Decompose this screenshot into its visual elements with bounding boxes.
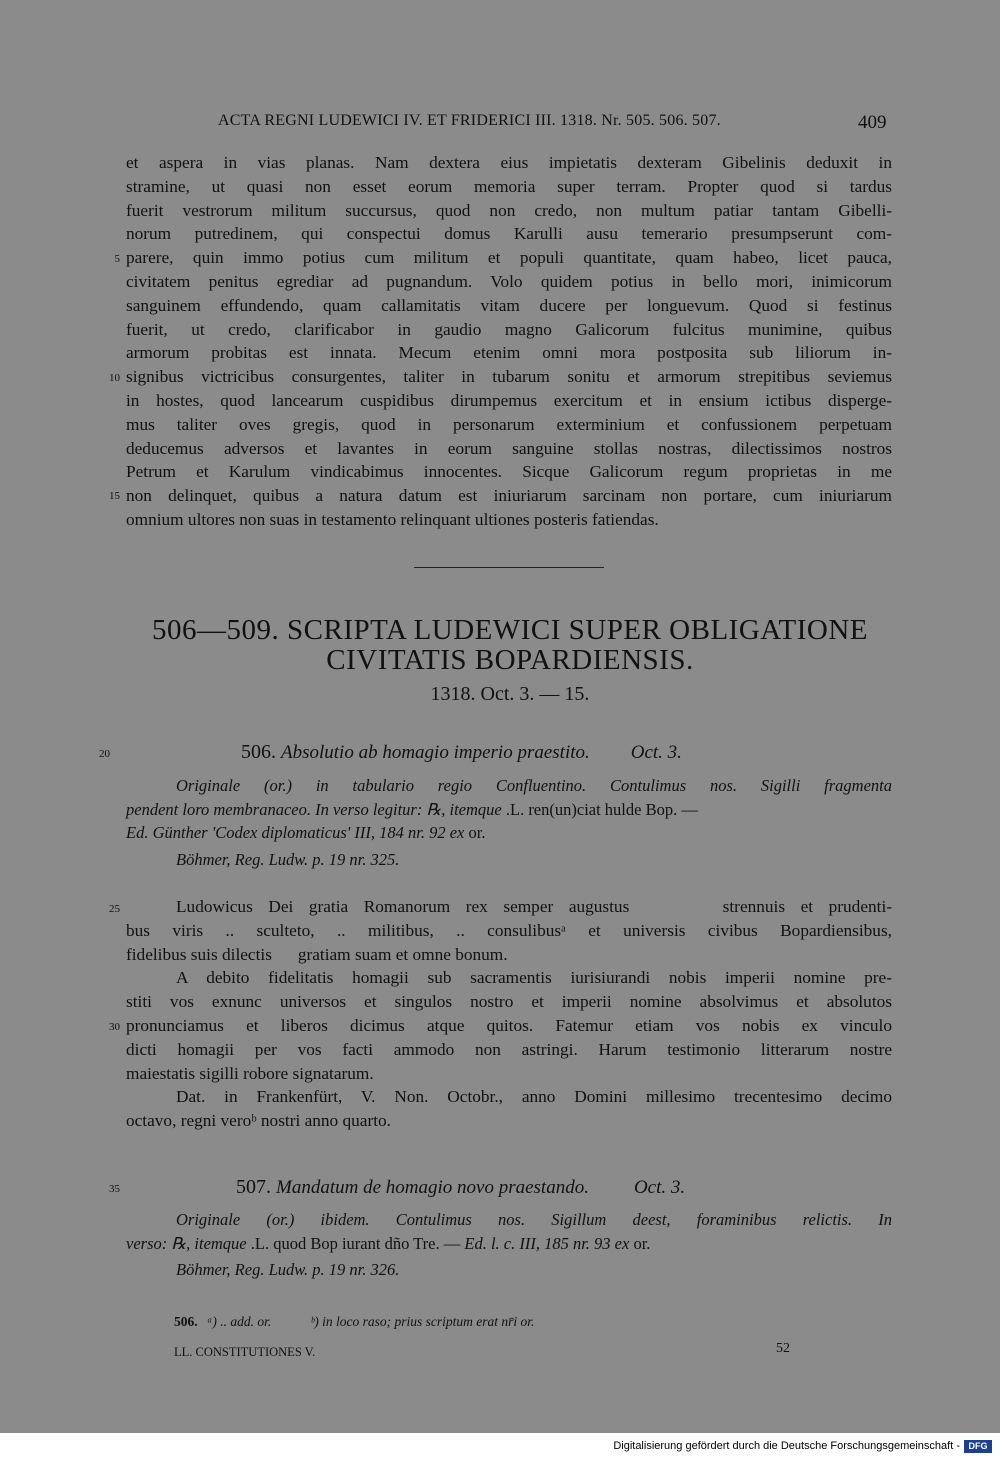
- text-line: civitatem penitus egrediar ad pugnandum. Volo quidem potius in bello mori, inimicorum: [126, 271, 892, 291]
- text-line: signibus victricibus consurgentes, taliter in tubarum sonitu et armorum strepitibus seviemus: [126, 367, 892, 387]
- text-line: norum putredinem, qui conspectui domus Karulli ausu temerario presumpserunt com-: [126, 224, 892, 244]
- document-heading: [241, 741, 682, 764]
- text-line: octavo, regni veroᵇ nostri anno quarto.: [126, 1111, 391, 1131]
- source-note: [126, 1208, 892, 1282]
- text-line: et aspera in vias planas. Nam dextera eius impietatis dexteram Gibelinis deduxit in: [126, 153, 892, 172]
- document-title: Mandatum de homagio novo praestando.: [276, 1177, 589, 1198]
- footnote-b: ᵇ) in loco raso; prius scriptum erat nr̄i or.: [310, 1314, 535, 1329]
- text-line: in hostes, quod lancearum cuspidibus dirumpemus exercitum et in ensium ictibus disperge-: [126, 390, 892, 410]
- footnote-ref: 506.: [174, 1314, 198, 1329]
- line-number: 5: [114, 253, 120, 265]
- document-title: Absolutio ab homagio imperio praestito.: [281, 742, 590, 763]
- section-date: 1318. Oct. 3. — 15.: [430, 683, 590, 705]
- document-date: Oct. 3.: [633, 1177, 686, 1198]
- text-line: armorum probitas est innata. Mecum etenim omni mora postposita sub liliorum in-: [126, 343, 892, 363]
- line-number: 25: [109, 903, 120, 915]
- source-line: Originale (or.) ibidem. Contulimus nos. Sigillum deest, foraminibus relictis. In: [176, 1210, 892, 1229]
- source-line: Ed. Günther 'Codex diplomaticus' III, 184 nr. 92 ex: [126, 823, 465, 842]
- sheet-signature: LL. CONSTITUTIONES V.: [174, 1345, 316, 1359]
- source-line: Ed. l. c. III, 185 nr. 93 ex: [464, 1233, 630, 1253]
- source-line: Originale (or.) in tabulario regio Confluentino. Contulimus nos. Sigilli fragmenta: [176, 776, 892, 795]
- document-number: 507.: [236, 1176, 271, 1198]
- source-line: pendent loro membranaceo. In verso legitur: ℞, itemque: [126, 799, 502, 819]
- line-number: 15: [109, 490, 120, 502]
- text-line: fuerit vestrorum militum succursus, quod non credo, non multum patiar tantam Gibelli-: [126, 200, 892, 220]
- footnote-a: ᵃ) .. add. or.: [207, 1314, 272, 1329]
- text-line: mus taliter oves gregis, quod in personarum exterminium et confussionem perpetuam: [126, 414, 892, 434]
- text-line: dicti homagii per vos facti ammodo non astringi. Harum testimonio litterarum nostre: [126, 1039, 892, 1059]
- source-line: verso: ℞, itemque: [126, 1233, 247, 1253]
- sheet-number: 52: [776, 1341, 790, 1356]
- source-line: .L. quod Bop iurant dño Tre. —: [250, 1233, 461, 1253]
- source-line: or.: [633, 1233, 651, 1253]
- text-line: fidelibus suis dilectis gratiam suam et omne bonum.: [126, 944, 508, 964]
- text-line: parere, quin immo potius cum militum et populi quantitate, quam habeo, licet pauca,: [126, 248, 892, 268]
- text-line: Dat. in Frankenfürt, V. Non. Octobr., anno Domini millesimo trecentesimo decimo: [176, 1087, 892, 1107]
- line-number: 35: [109, 1183, 120, 1195]
- regest: Böhmer, Reg. Ludw. p. 19 nr. 326.: [176, 1260, 400, 1279]
- section-title: CIVITATIS BOPARDIENSIS.: [326, 644, 694, 676]
- text-line: non delinquet, quibus a natura datum est iniuriarum sarcinam non portare, cum iniuriarum: [126, 486, 892, 506]
- page-number: 409: [858, 112, 887, 133]
- source-line: or.: [468, 823, 486, 842]
- text-line: sanguinem effundendo, quam callamitatis vitam ducere per longuevum. Quod si festinus: [126, 295, 892, 315]
- digitization-credit: Digitalisierung gefördert durch die Deutsche Forschungsgemeinschaft -: [613, 1440, 960, 1452]
- line-number: 20: [99, 748, 110, 760]
- text-line: Ludowicus Dei gratia Romanorum rex semper augustus strennuis et prudenti-: [176, 897, 892, 916]
- text-line: A debito fidelitatis homagii sub sacramentis iurisiurandi nobis imperii nomine pre-: [176, 968, 892, 988]
- running-header: ACTA REGNI LUDEWICI IV. ET FRIDERICI III. 1318. Nr. 505. 506. 507.: [218, 112, 721, 129]
- section-title: 506—509. SCRIPTA LUDEWICI SUPER OBLIGATIONE: [152, 614, 868, 646]
- text-line: bus viris .. sculteto, .. militibus, .. consulibusᵃ et universis civibus Bopardiensibus,: [126, 920, 892, 940]
- text-line: omnium ultores non suas in testamento relinquant ultiones posteris fatiendas.: [126, 509, 659, 529]
- text-line: fuerit, ut credo, clarificabor in gaudio magno Galicorum fulcitus munimine, quibus: [126, 319, 892, 339]
- document-number: 506.: [241, 741, 276, 763]
- document-date: Oct. 3.: [630, 742, 682, 763]
- text-line: stiti vos exnunc universos et singulos nostro et imperii nomine absolvimus et absolutos: [126, 992, 892, 1012]
- text-line: Petrum et Karulum vindicabimus innocentes. Sicque Galicorum regum proprietas in me: [126, 462, 892, 482]
- document-heading: [236, 1176, 685, 1199]
- source-note: [126, 774, 892, 871]
- source-line: .L. ren(un)ciat hulde Bop. —: [505, 799, 698, 819]
- line-number: 30: [109, 1021, 120, 1033]
- text-line: stramine, ut quasi non esset eorum memoria super terram. Propter quod si tardus: [126, 176, 892, 196]
- section-divider: [414, 567, 604, 568]
- text-line: pronunciamus et liberos dicimus atque quitos. Fatemur etiam vos nobis ex vinculo: [126, 1015, 892, 1035]
- dfg-logo: DFG: [964, 1440, 992, 1453]
- text-line: maiestatis sigilli robore signatarum.: [126, 1063, 374, 1083]
- regest: Böhmer, Reg. Ludw. p. 19 nr. 325.: [176, 849, 400, 869]
- footnotes: [174, 1314, 534, 1330]
- text-line: deducemus adversos et lavantes in eorum sanguine stollas nostras, dilectissimos nostros: [126, 438, 892, 458]
- top-paragraph: [126, 151, 892, 532]
- line-number: 10: [109, 372, 120, 384]
- document-text: [126, 895, 892, 1133]
